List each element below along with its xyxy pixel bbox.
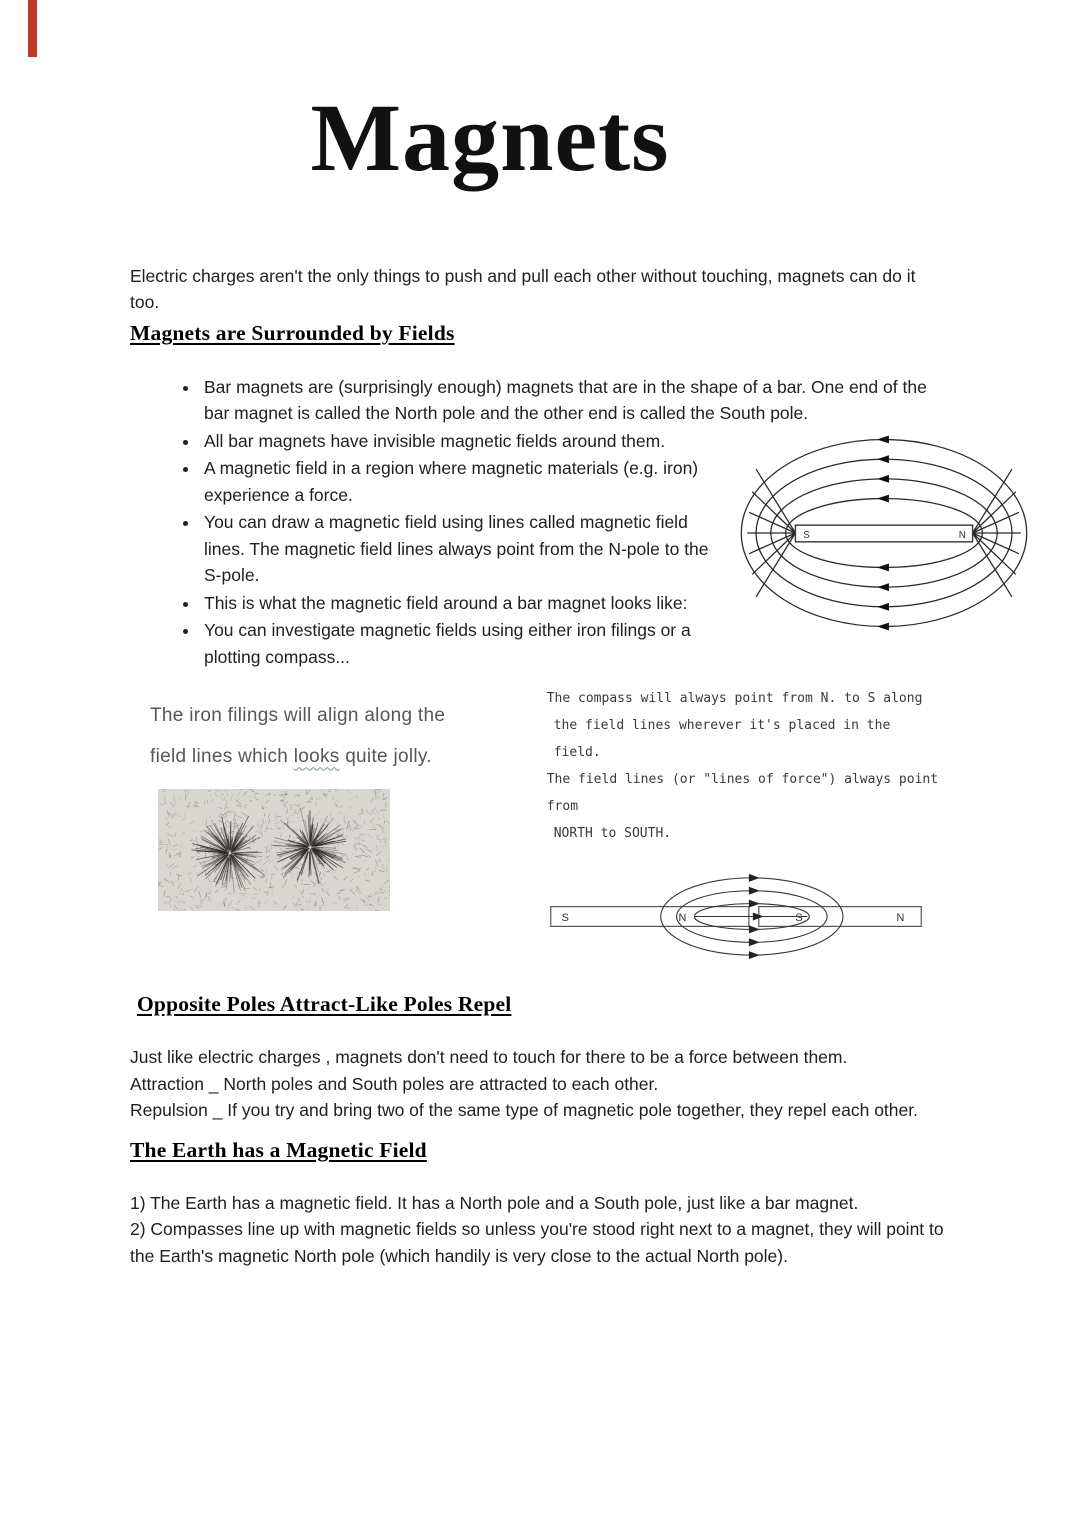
compass-note-line: NORTH to SOUTH. [553, 826, 672, 842]
bullet-item: • Bar magnets are (surprisingly enough) magnets that are in the shape of a bar. One end of the bar magnet is called the North pole and the other end is called the South pole. [200, 374, 945, 427]
red-margin-mark [28, 0, 37, 57]
figures-row [150, 685, 945, 970]
iron-filings-column [150, 685, 449, 970]
earth-heading: The Earth has a Magnetic Field [130, 1137, 427, 1162]
south-pole-label: S [803, 529, 810, 541]
bullet-item: • A magnetic field in a region where magnetic materials (e.g. iron) experience a force. [200, 455, 945, 508]
bullet-item: • You can draw a magnetic field using lines called magnetic field lines. The magnetic field lines always point from the N-pole to the S-pole. [200, 509, 945, 589]
magnet1-south-label: S [561, 912, 569, 925]
iron-filings-canvas [158, 789, 390, 911]
earth-point-1: 1) The Earth has a magnetic field. It has a North pole and a South pole, just like a bar magnet. [130, 1192, 859, 1213]
compass-note-line: the field lines wherever it's placed in the field. [553, 718, 891, 761]
caption-text: field lines which [150, 746, 294, 768]
fields-heading: Magnets are Surrounded by Fields [130, 320, 455, 345]
compass-note-line: The compass will always point from N. to S along [546, 691, 923, 707]
fields-wrap [130, 428, 966, 672]
poles-heading: Opposite Poles Attract-Like Poles Repel [137, 992, 512, 1017]
page-title: Magnets [310, 84, 670, 191]
iron-filings-photo [158, 789, 390, 911]
compass-note-line: The field lines (or "lines of force") always point from [546, 772, 939, 815]
bar-magnet-field-diagram [732, 408, 1037, 658]
north-pole-label: N [958, 529, 966, 541]
compass-column [547, 685, 945, 970]
compass-notes [547, 685, 945, 847]
filings-caption-line1: The iron filings will align along the [150, 705, 446, 727]
bar-magnet-field-svg [732, 408, 1037, 658]
filings-caption-line2 [150, 736, 449, 777]
earth-section [130, 1138, 945, 1270]
attraction-field-svg [547, 863, 925, 970]
fields-section [130, 320, 966, 672]
poles-paragraph-1: Just like electric charges , magnets don't need to touch for there to be a force between them. [130, 1047, 848, 1068]
magnet2-north-label: N [896, 912, 905, 925]
bullet-item: • This is what the magnetic field around a bar magnet looks like: [200, 590, 945, 617]
document-content [130, 263, 966, 1270]
earth-point-2: 2) Compasses line up with magnetic fields so unless you're stood right next to a magnet, they will point to the Earth's magnetic North pole (which handily is very close to the actual North pole). [130, 1219, 944, 1266]
caption-text: quite jolly. [339, 746, 432, 768]
bullet-item: • All bar magnets have invisible magnetic fields around them. [200, 428, 945, 455]
poles-section [130, 992, 945, 1124]
attraction-field-diagram [547, 863, 925, 970]
poles-paragraph-3: Repulsion _ If you try and bring two of the same type of magnetic pole together, they repel each other. [130, 1100, 918, 1121]
intro-paragraph: Electric charges aren't the only things to push and pull each other without touching, magnets can do it too. [130, 265, 916, 312]
bullet-item: • You can investigate magnetic fields using either iron filings or a plotting compass... [200, 617, 945, 670]
magnet2-south-label: S [795, 912, 803, 925]
caption-wavy-word: looks [293, 746, 340, 768]
poles-paragraph-2: Attraction _ North poles and South poles are attracted to each other. [130, 1073, 659, 1094]
magnet1-north-label: N [678, 912, 687, 925]
